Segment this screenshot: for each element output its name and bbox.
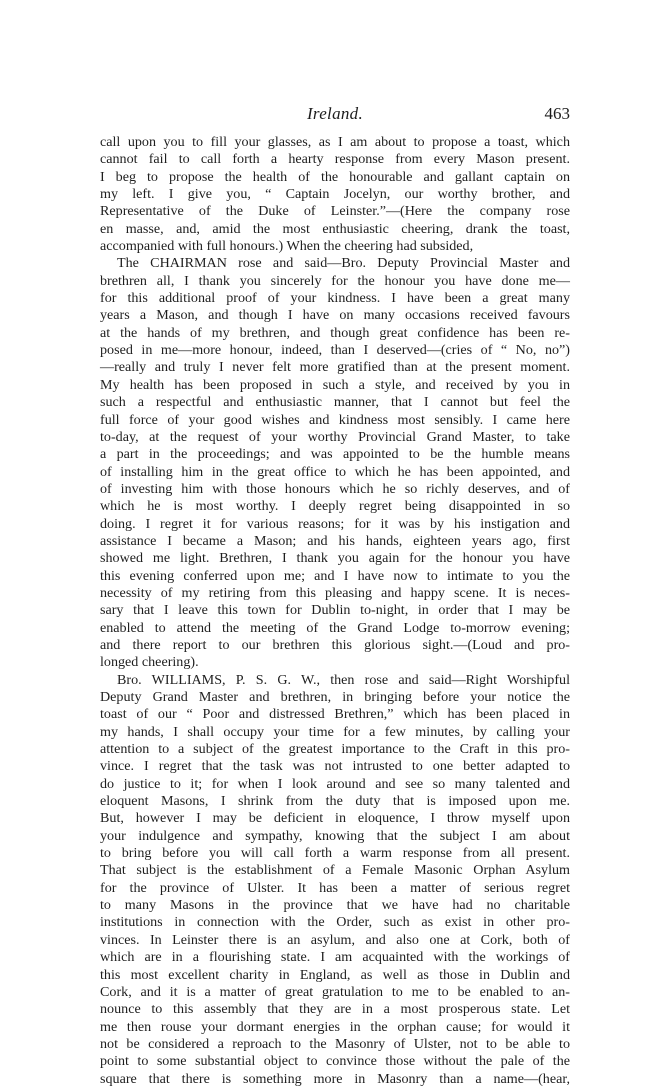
text-line: a part in the proceedings; and was appointed to be the humble means: [100, 446, 570, 463]
text-line: —really and truly I never felt more gratified than at the present moment.: [100, 359, 570, 376]
text-line: this evening conferred upon me; and I have now to intimate to you the: [100, 567, 570, 584]
text-line: longed cheering).: [100, 654, 199, 671]
text-line: to many Masons in the province that we have had no charitable: [100, 897, 570, 914]
text-line: nounce to this assembly that they are in a most prosperous state. Let: [100, 1001, 570, 1018]
text-line: and there report to our brethren this glorious sight.—(Loud and pro-: [100, 636, 570, 653]
text-line: accompanied with full honours.) When the cheering had subsided,: [100, 238, 474, 255]
text-line: to bring before you will call forth a warm response from all present.: [100, 845, 570, 862]
text-line: my left. I give you, “ Captain Jocelyn, our worthy brother, and: [100, 186, 570, 203]
text-line: of installing him in the great office to which he has been appointed, and: [100, 463, 570, 480]
text-line: point to some substantial object to convince those without the pale of the: [100, 1053, 570, 1070]
text-line: That subject is the establishment of a Female Masonic Orphan Asylum: [100, 862, 570, 879]
text-line: call upon you to fill your glasses, as I am about to propose a toast, which: [100, 134, 570, 150]
text-line: this most excellent charity in England, as well as those in Dublin and: [100, 966, 570, 983]
text-line: vince. I regret that the task was not intrusted to one better adapted to: [100, 758, 570, 775]
text-line: which he is most worthy. I deeply regret being disappointed in so: [100, 498, 570, 515]
text-line: eloquent Masons, I shrink from the duty that is imposed upon me.: [100, 793, 570, 810]
text-line: But, however I may be deficient in eloquence, I throw myself upon: [100, 810, 570, 827]
text-line: brethren all, I thank you sincerely for the honour you have done me—: [100, 272, 570, 289]
text-line: posed in me—more honour, indeed, than I deserved—(cries of “ No, no”): [100, 342, 570, 359]
text-line: for this additional proof of your kindness. I have been a great many: [100, 290, 570, 307]
text-line: vinces. In Leinster there is an asylum, and also one at Cork, both of: [100, 931, 570, 948]
text-line: which are in a flourishing state. I am acquainted with the workings of: [100, 949, 570, 966]
text-line: Cork, and it is a matter of great gratulation to me to be enabled to an-: [100, 983, 570, 1000]
running-title: Ireland.: [306, 104, 364, 123]
text-line: Representative of the Duke of Leinster.”—(Here the company rose: [100, 203, 570, 220]
text-line: me then rouse your dormant energies in the orphan cause; for would it: [100, 1018, 570, 1035]
page-number: 463: [544, 104, 570, 123]
text-line: The CHAIRMAN rose and said—Bro. Deputy Provincial Master and: [117, 255, 570, 272]
text-line: full force of your good wishes and kindness most sensibly. I came here: [100, 411, 570, 428]
text-line: toast of our “ Poor and distressed Brethren,” which has been placed in: [100, 706, 570, 723]
text-line: doing. I regret it for various reasons; for it was by his instigation and: [100, 515, 570, 532]
text-line: at the hands of my brethren, and though great confidence has been re-: [100, 324, 570, 341]
running-head: [100, 104, 570, 128]
text-line: My health has been proposed in such a style, and received by you in: [100, 376, 570, 393]
text-line: of investing him with those honours which he so richly deserves, and of: [100, 480, 570, 497]
text-line: attention to a subject of the greatest importance to the Craft in this pro-: [100, 741, 570, 758]
text-line: showed me light. Brethren, I thank you again for the honour you have: [100, 550, 570, 567]
text-line: square that there is something more in Masonry than a name—(hear,: [100, 1070, 570, 1087]
text-line: en masse, and, amid the most enthusiastic cheering, drank the toast,: [100, 220, 570, 237]
text-line: assistance I became a Mason; and his hands, eighteen years ago, first: [100, 532, 570, 549]
text-line: years a Mason, and though I have on many occasions received favours: [100, 307, 570, 324]
text-line: cannot fail to call forth a hearty response from every Mason present.: [100, 151, 570, 168]
text-line: not be considered a reproach to the Masonry of Ulster, not to be able to: [100, 1035, 570, 1052]
text-line: your indulgence and sympathy, knowing that the subject I am about: [100, 827, 570, 844]
text-line: do justice to it; for when I look around and see so many talented and: [100, 775, 570, 792]
text-line: to-day, at the request of your worthy Provincial Grand Master, to take: [100, 428, 570, 445]
text-line: I beg to propose the health of the honourable and gallant captain on: [100, 168, 570, 185]
text-line: institutions in connection with the Order, such as exist in other pro-: [100, 914, 570, 931]
text-line: Deputy Grand Master and brethren, in bringing before your notice the: [100, 689, 570, 705]
text-line: my hands, I shall occupy your time for a few minutes, by calling your: [100, 723, 570, 740]
text-line: enabled to attend the meeting of the Grand Lodge to-morrow evening;: [100, 619, 570, 636]
body-text: [100, 134, 570, 1088]
text-line: such a respectful and enthusiastic manner, that I cannot but feel the: [100, 394, 570, 411]
text-line: for the province of Ulster. It has been a matter of serious regret: [100, 879, 570, 896]
text-line: sary that I leave this town for Dublin to-night, in order that I may be: [100, 602, 570, 619]
text-line: Bro. WILLIAMS, P. S. G. W., then rose and said—Right Worshipful: [117, 671, 570, 688]
text-line: necessity of my retiring from this pleasing and happy scene. It is neces-: [100, 584, 570, 601]
